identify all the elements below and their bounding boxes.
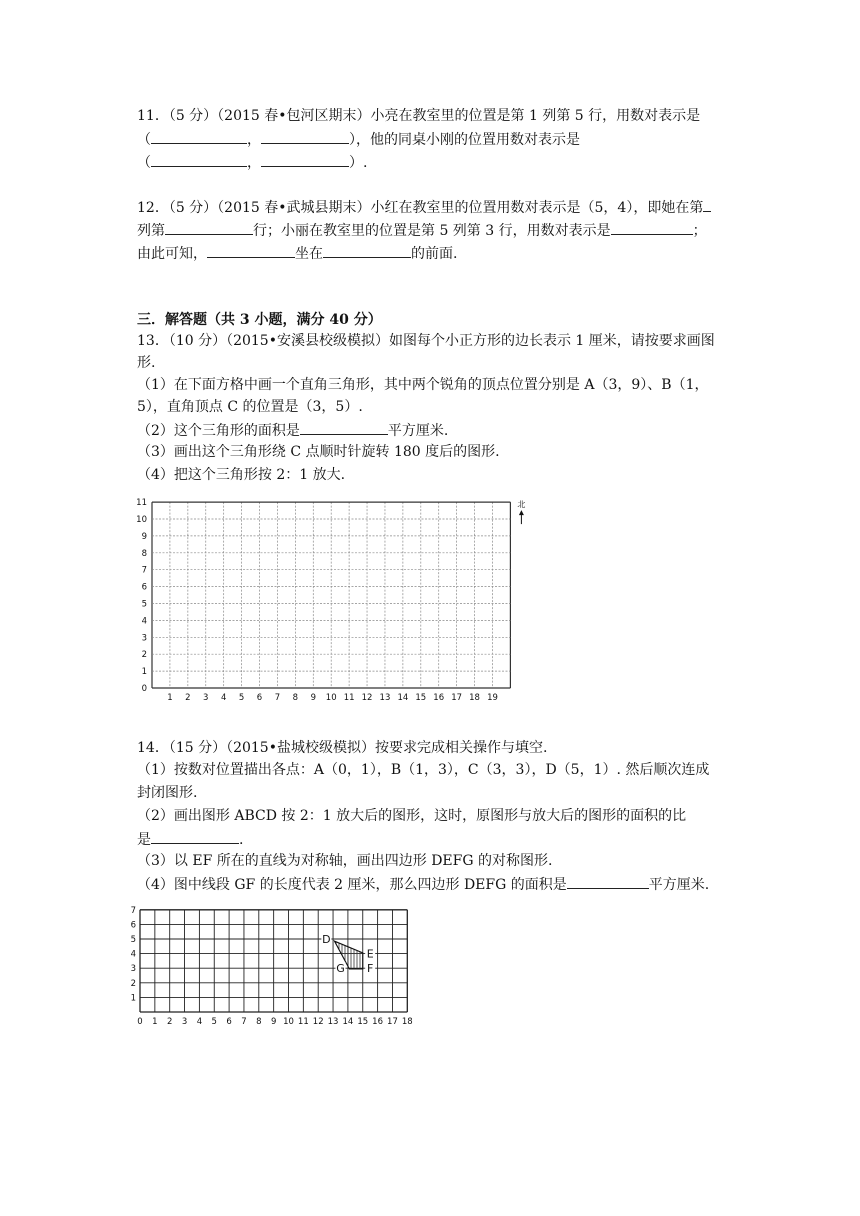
q13-line4: 5），直角顶点 C 的位置是（3，5）. [137, 399, 363, 415]
y-tick-label: 5 [141, 599, 147, 610]
q11-blank-1[interactable] [151, 128, 247, 144]
q12-line1: 12．（5 分）（2015 春•武城县期末）小红在教室里的位置用数对表示是（5，4），即她在第 [137, 196, 711, 219]
y-tick-label: 10 [136, 515, 147, 525]
north-label: 北 [517, 500, 526, 510]
q13-line6: （3）画出这个三角形绕 C 点顺时针旋转 180 度后的图形. [137, 444, 500, 460]
q12-blank-0[interactable] [703, 196, 711, 212]
x-tick-label: 10 [325, 693, 337, 703]
q12-blank-2[interactable] [611, 219, 693, 235]
q11-line3: （ ， ）. [137, 151, 367, 174]
q13-line7: （4）把这个三角形按 2：1 放大. [137, 467, 346, 483]
x-tick-label: 6 [256, 693, 263, 703]
x-tick-label: 7 [274, 693, 281, 703]
y-tick-label: 2 [130, 978, 136, 989]
x-tick-label: 11 [297, 1017, 309, 1027]
q14-line1: 14．（15 分）（2015•盐城校级模拟）按要求完成相关操作与填空. [137, 740, 548, 756]
q11-blank-3[interactable] [151, 151, 247, 167]
x-tick-label: 0 [137, 1017, 143, 1027]
x-tick-label: 1 [152, 1017, 158, 1027]
x-tick-label: 11 [343, 693, 355, 703]
x-tick-label: 8 [256, 1017, 262, 1027]
x-tick-label: 7 [241, 1017, 247, 1027]
q12-line3: 由此可知， 坐在 的前面. [137, 242, 457, 265]
q14-line7: （4）图中线段 GF 的长度代表 2 厘米，那么四边形 DEFG 的面积是 平方厘米. [137, 873, 709, 896]
y-tick-label: 1 [141, 667, 147, 678]
y-tick-label: 9 [141, 531, 147, 542]
y-tick-label: 5 [130, 935, 136, 945]
x-tick-label: 13 [327, 1017, 339, 1027]
q14-line4: （2）画出图形 ABCD 按 2：1 放大后的图形，这时，原图形与放大后的图形的面积的比 [137, 808, 687, 824]
x-tick-label: 4 [220, 693, 227, 703]
q13-grid [125, 495, 525, 710]
x-tick-label: 15 [415, 693, 427, 703]
q13-line2: 形. [137, 355, 156, 371]
x-tick-label: 5 [238, 693, 245, 703]
q11-line1: 11．（5 分）（2015 春•包河区期末）小亮在教室里的位置是第 1 列第 5 行，用数对表示是 [137, 108, 701, 124]
x-tick-label: 6 [226, 1017, 232, 1027]
q14-line3: 封闭图形. [137, 785, 198, 801]
y-tick-label: 2 [141, 650, 147, 661]
q11-line2: （ ， ），他的同桌小刚的位置用数对表示是 [137, 128, 580, 151]
point-label-g: G [336, 962, 345, 976]
y-tick-label: 4 [130, 949, 136, 960]
y-tick-label: 7 [141, 565, 147, 576]
q12-blank-1[interactable] [165, 219, 253, 235]
q13-line5: （2）这个三角形的面积是 平方厘米. [137, 419, 448, 442]
y-tick-label: 4 [141, 616, 147, 627]
q14-blank-area[interactable] [567, 873, 649, 889]
y-tick-label: 6 [141, 582, 147, 593]
y-tick-label: 11 [136, 498, 147, 509]
x-tick-label: 9 [270, 1017, 277, 1027]
x-tick-label: 12 [361, 693, 373, 703]
q12-blank-3[interactable] [207, 242, 295, 258]
x-tick-label: 10 [283, 1017, 294, 1027]
x-tick-label: 16 [372, 1017, 384, 1027]
q11-blank-4[interactable] [261, 151, 349, 167]
q14-blank-ratio[interactable] [151, 828, 239, 844]
q14-line6: （3）以 EF 所在的直线为对称轴，画出四边形 DEFG 的对称图形. [137, 853, 553, 869]
point-label-f: F [367, 962, 374, 976]
y-tick-label: 7 [130, 905, 136, 916]
section-3-title: 三．解答题（共 3 小题，满分 40 分） [137, 312, 382, 328]
x-tick-label: 4 [196, 1017, 203, 1027]
y-tick-label: 6 [130, 920, 136, 931]
q13-line3: （1）在下面方格中画一个直角三角形，其中两个锐角的顶点位置分别是 A（3，9）、B（1， [137, 377, 709, 393]
x-tick-label: 3 [181, 1017, 188, 1027]
x-tick-label: 14 [397, 693, 409, 703]
q13-blank-area[interactable] [300, 419, 388, 435]
x-tick-label: 19 [487, 693, 498, 703]
y-tick-label: 1 [130, 993, 136, 1004]
x-tick-label: 2 [166, 1017, 173, 1027]
x-tick-label: 9 [310, 693, 316, 703]
x-tick-label: 18 [469, 693, 480, 703]
x-tick-label: 1 [167, 693, 173, 703]
q14-grid [128, 898, 418, 1028]
y-tick-label: 8 [141, 548, 147, 559]
x-tick-label: 17 [451, 693, 463, 703]
q12-blank-4[interactable] [323, 242, 411, 258]
x-tick-label: 12 [312, 1017, 324, 1027]
y-tick-label: 3 [130, 964, 136, 975]
x-tick-label: 15 [357, 1017, 369, 1027]
q13-line1: 13．（10 分）（2015•安溪县校级模拟）如图每个小正方形的边长表示 1 厘米，请按要求画图 [137, 333, 715, 349]
q12-line2: 列第 行；小丽在教室里的位置是第 5 列第 3 行，用数对表示是 ； [137, 219, 707, 242]
q11-blank-2[interactable] [261, 128, 349, 144]
y-tick-label: 0 [141, 684, 147, 694]
x-tick-label: 5 [211, 1017, 217, 1027]
north-arrowhead-icon [519, 510, 524, 515]
x-tick-label: 8 [292, 693, 299, 703]
x-tick-label: 3 [203, 693, 209, 703]
y-tick-label: 3 [141, 633, 147, 644]
x-tick-label: 14 [342, 1017, 354, 1027]
x-tick-label: 16 [433, 693, 445, 703]
q14-line5: 是 . [137, 828, 243, 851]
point-label-d: D [322, 933, 331, 946]
point-label-e: E [366, 947, 374, 961]
x-tick-label: 18 [401, 1017, 413, 1027]
x-tick-label: 17 [387, 1017, 398, 1027]
x-tick-label: 2 [185, 693, 191, 703]
q14-line2: （1）按数对位置描出各点：A（0，1），B（1，3），C（3，3），D（5，1）. 然后顺次连成 [137, 762, 710, 778]
x-tick-label: 13 [379, 693, 391, 703]
